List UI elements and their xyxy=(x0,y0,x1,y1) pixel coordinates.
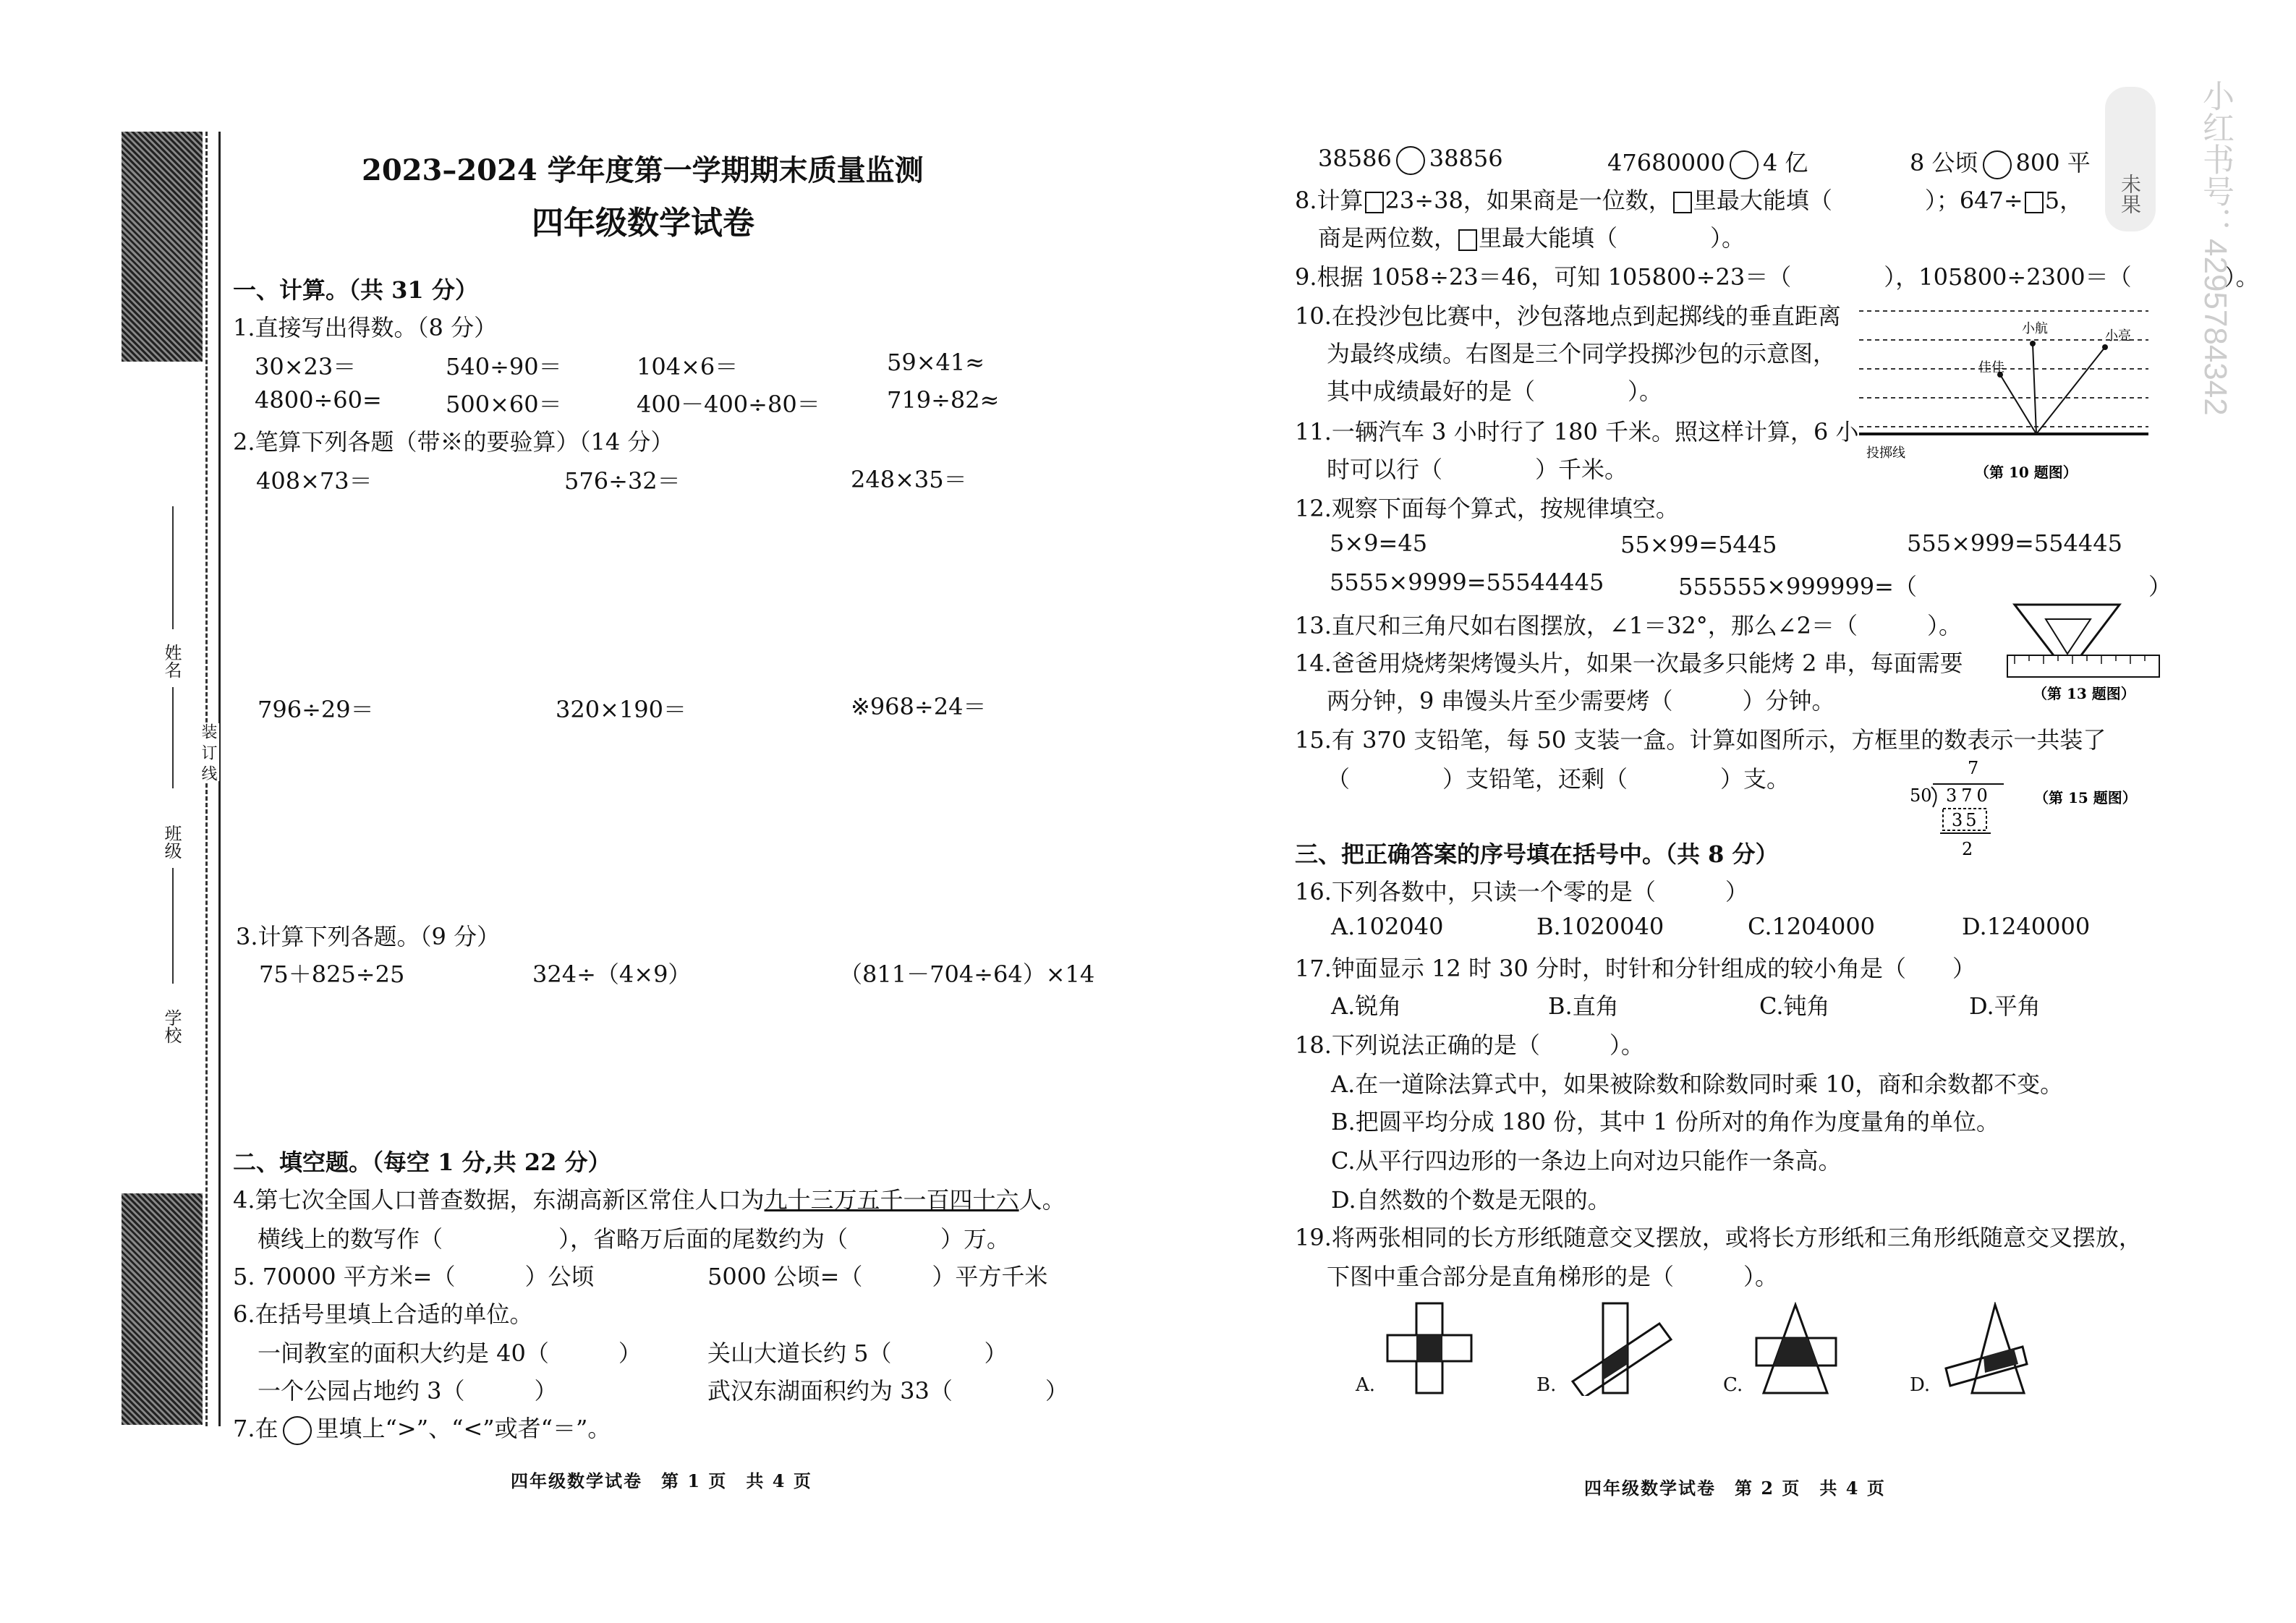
q13-text: 13.直尺和三角尺如右图摆放，∠1＝32°，那么∠2＝（ ）。 xyxy=(1295,612,1962,639)
q12-item: 5555×9999=55544445 xyxy=(1330,568,1604,596)
watermark-text: 小红书号：4295784342 xyxy=(2198,80,2233,416)
q12-item: 55×99=5445 xyxy=(1620,531,1777,558)
q10-line1: 10.在投沙包比赛中，沙包落地点到起掷线的垂直距离 xyxy=(1295,302,1841,330)
figure-10-label: 佳佳 xyxy=(1978,360,2004,375)
q17-option: D.平角 xyxy=(1969,992,2041,1020)
svg-text:7: 7 xyxy=(1968,758,1979,778)
q7-compare-row: 8 公顷 800 平 xyxy=(1910,145,2091,179)
q19-line2: 下图中重合部分是直角梯形的是（ ）。 xyxy=(1327,1263,1779,1290)
svg-text:2: 2 xyxy=(1962,839,1973,859)
q3-item: 324÷（4×9） xyxy=(532,960,692,988)
page-1-footer: 四年级数学试卷 第 1 页 共 4 页 xyxy=(511,1470,812,1491)
q2-prompt: 2.笔算下列各题（带※的要验算）（14 分） xyxy=(233,428,674,456)
side-name-label: 姓名 xyxy=(161,644,182,678)
q5-part-b: 5000 公顷=（ ）平方千米 xyxy=(707,1263,1048,1290)
q3-item: （811－704÷64）×14 xyxy=(839,960,1095,988)
q5-part-a: 5. 70000 平方米=（ ）公顷 xyxy=(233,1263,595,1290)
q4-text-end: 人。 xyxy=(1019,1186,1066,1214)
comparison-circle-icon xyxy=(1730,150,1759,179)
q6-item: 一间教室的面积大约是 40（ ） xyxy=(258,1339,642,1367)
q1-item: 104×6＝ xyxy=(637,353,739,380)
section-1-heading: 一、计算。（共 31 分） xyxy=(233,276,478,304)
q2-item: 796÷29＝ xyxy=(258,696,374,723)
q18-option: B.把圆平均分成 180 份，其中 1 份所对的角作为度量角的单位。 xyxy=(1331,1108,1999,1136)
figure-15-long-division xyxy=(1895,752,2170,868)
q12-item: 5×9=45 xyxy=(1330,529,1428,557)
q3-prompt: 3.计算下列各题。（9 分） xyxy=(236,923,501,950)
q6-prompt: 6.在括号里填上合适的单位。 xyxy=(233,1300,533,1328)
q15-line2: （ ）支铅笔，还剩（ ）支。 xyxy=(1327,765,1790,793)
q19-figure-c xyxy=(1753,1302,1840,1396)
q6-item: 关山大道长约 5（ ） xyxy=(707,1339,1008,1367)
page-2-footer: 四年级数学试卷 第 2 页 共 4 页 xyxy=(1584,1478,1886,1499)
figure-13-caption: （第 13 题图） xyxy=(2033,685,2135,702)
q19-figure-a xyxy=(1386,1302,1473,1396)
q17-option: C.钝角 xyxy=(1759,992,1830,1020)
q12-item: 555555×999999=（ ） xyxy=(1678,573,2172,600)
q7-compare-row: 47680000 4 亿 xyxy=(1607,145,1808,179)
q19-option-label: C. xyxy=(1723,1374,1743,1396)
q19-figure-d xyxy=(1943,1302,2037,1396)
blank-box-icon xyxy=(2025,192,2044,213)
q16-option: A.102040 xyxy=(1331,913,1444,940)
q14-line1: 14.爸爸用烧烤架烤馒头片，如果一次最多只能烤 2 串，每面需要 xyxy=(1295,649,1963,677)
q17-option: B.直角 xyxy=(1548,992,1619,1020)
q4-line2: 横线上的数写作（ ），省略万后面的尾数约为（ ）万。 xyxy=(258,1225,1011,1253)
watermark-text-small: 未果 xyxy=(2119,174,2141,214)
blank-box-icon xyxy=(1673,192,1692,213)
side-school-label: 学校 xyxy=(161,1009,182,1044)
q2-item: 248×35＝ xyxy=(851,466,967,493)
q2-item: 576÷32＝ xyxy=(564,467,681,495)
section-3-heading: 三、把正确答案的序号填在括号中。（共 8 分） xyxy=(1295,840,1779,868)
side-school-line xyxy=(172,868,174,984)
q4-line1 xyxy=(233,1182,1066,1215)
q1-item: 500×60＝ xyxy=(446,391,562,418)
q16-prompt: 16.下列各数中，只读一个零的是（ ） xyxy=(1295,878,1748,906)
q7-text: 7.在 xyxy=(233,1415,279,1442)
q16-option: B.1020040 xyxy=(1536,913,1664,940)
q7-text-end: 里填上“>”、“<”或者“＝”。 xyxy=(315,1415,611,1442)
exam-subtitle: 四年级数学试卷 xyxy=(532,205,754,242)
q2-item: 320×190＝ xyxy=(556,696,686,723)
svg-text:370: 370 xyxy=(1946,785,1992,806)
q16-option: D.1240000 xyxy=(1962,913,2091,940)
side-class-line xyxy=(172,687,174,788)
q11-line1: 11.一辆汽车 3 小时行了 180 千米。照这样计算，6 小 xyxy=(1295,418,1859,446)
q2-item: ※968÷24＝ xyxy=(851,693,987,720)
q3-item: 75＋825÷25 xyxy=(259,960,405,988)
q18-option: A.在一道除法算式中，如果被除数和除数同时乘 10，商和余数都不变。 xyxy=(1331,1070,2064,1098)
q7-compare-row: 38586 38856 xyxy=(1318,145,1503,175)
binding-hatch-top xyxy=(122,132,203,362)
q1-item: 4800÷60= xyxy=(255,386,382,414)
q19-option-label: B. xyxy=(1536,1374,1557,1396)
q19-figure-b xyxy=(1565,1302,1674,1396)
q2-item: 408×73＝ xyxy=(256,467,373,495)
q6-item: 一个公园占地约 3（ ） xyxy=(258,1377,558,1405)
q4-text: 4.第七次全国人口普查数据，东湖高新区常住人口为 xyxy=(233,1186,765,1214)
side-name-line xyxy=(172,506,174,629)
q1-prompt: 1.直接写出得数。（8 分） xyxy=(233,314,498,341)
section-2-heading: 二、填空题。（每空 1 分,共 22 分） xyxy=(233,1149,611,1176)
q7-prompt xyxy=(233,1410,611,1445)
comparison-circle-icon xyxy=(283,1416,312,1445)
comparison-circle-icon xyxy=(1396,146,1425,175)
figure-10-label: 小航 xyxy=(2022,321,2048,336)
figure-13-ruler-triangle xyxy=(2004,597,2163,713)
q10-line3: 其中成绩最好的是（ ）。 xyxy=(1327,378,1663,405)
q12-item: 555×999=554445 xyxy=(1907,529,2122,557)
q11-line2: 时可以行（ ）千米。 xyxy=(1327,456,1628,483)
q15-line1: 15.有 370 支铅笔，每 50 支装一盒。计算如图所示，方框里的数表示一共装了 xyxy=(1295,726,2106,754)
q8-line2: 商是两位数， 里最大能填（ ）。 xyxy=(1318,224,1746,252)
figure-10-caption: （第 10 题图） xyxy=(1975,464,2078,481)
svg-text:50: 50 xyxy=(1910,785,1932,806)
q16-option: C.1204000 xyxy=(1748,913,1876,940)
q1-item: 30×23＝ xyxy=(255,353,357,380)
figure-10-label: 投掷线 xyxy=(1866,446,1905,461)
binding-hatch-bottom xyxy=(122,1193,203,1425)
q10-line2: 为最终成绩。右图是三个同学投掷沙包的示意图， xyxy=(1327,340,1837,367)
side-class-label: 班级 xyxy=(161,825,182,859)
q8-line1: 8.计算 23÷38，如果商是一位数， 里最大能填（ ）；647÷ 5， xyxy=(1295,187,2083,214)
figure-10-label: 小亮 xyxy=(2105,328,2131,344)
figure-15-caption: （第 15 题图） xyxy=(2034,789,2137,806)
q18-option: D.自然数的个数是无限的。 xyxy=(1331,1186,1611,1214)
q1-item: 719÷82≈ xyxy=(887,386,1000,414)
q9-text: 9.根据 1058÷23＝46，可知 105800÷23＝（ ），105800÷2300＝（ ）。 xyxy=(1295,263,2259,291)
svg-text:35: 35 xyxy=(1952,810,1980,830)
q6-item: 武汉东湖面积约为 33（ ） xyxy=(707,1377,1068,1405)
q12-prompt: 12.观察下面每个算式，按规律填空。 xyxy=(1295,495,1679,522)
q4-underlined-number: 九十三万五千一百四十六 xyxy=(764,1186,1019,1214)
figure-10-throw-diagram xyxy=(1859,297,2156,485)
exam-title: 2023–2024 学年度第一学期期末质量监测 xyxy=(362,153,924,187)
q19-line1: 19.将两张相同的长方形纸随意交叉摆放，或将长方形纸和三角形纸随意交叉摆放， xyxy=(1295,1224,2142,1251)
q1-item: 540÷90＝ xyxy=(446,353,562,380)
q1-item: 400－400÷80＝ xyxy=(637,391,820,418)
q1-item: 59×41≈ xyxy=(887,349,985,376)
blank-box-icon xyxy=(1458,229,1477,251)
q18-option: C.从平行四边形的一条边上向对边只能作一条高。 xyxy=(1331,1147,1842,1175)
comparison-circle-icon xyxy=(1983,150,2012,179)
q17-option: A.锐角 xyxy=(1331,992,1402,1020)
q19-option-label: A. xyxy=(1356,1374,1376,1396)
q18-prompt: 18.下列说法正确的是（ ）。 xyxy=(1295,1031,1644,1059)
q17-prompt: 17.钟面显示 12 时 30 分时，时针和分针组成的较小角是（ ） xyxy=(1295,955,1976,982)
q14-line2: 两分钟，9 串馒头片至少需要烤（ ）分钟。 xyxy=(1327,687,1835,715)
side-binding-text: 装 订 线 xyxy=(197,723,219,781)
blank-box-icon xyxy=(1365,192,1384,213)
q19-option-label: D. xyxy=(1910,1374,1931,1396)
